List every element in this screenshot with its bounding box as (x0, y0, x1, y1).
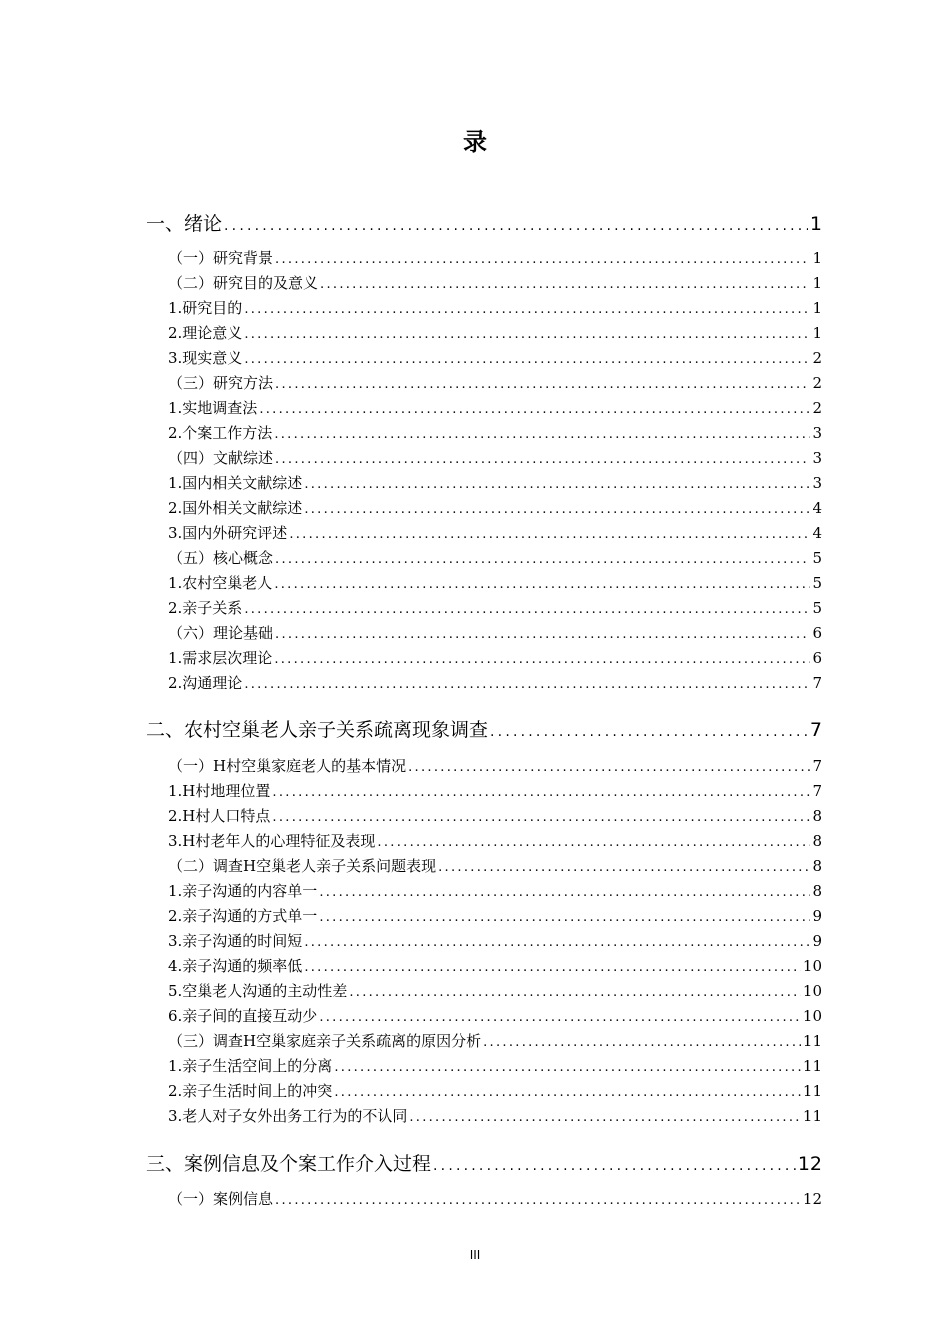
dot-leader (224, 218, 808, 234)
toc-entry-page-number: 3 (812, 474, 822, 492)
toc-entry-page-number: 6 (812, 649, 822, 667)
toc-section-entry[interactable] (168, 880, 822, 901)
toc-entry-page-number: 1 (812, 249, 822, 267)
toc-entry-page-number: 3 (812, 449, 822, 467)
toc-entry-title: 6.亲子间的直接互动少 (168, 1007, 318, 1025)
toc-section-entry[interactable] (168, 855, 822, 876)
toc-entry-page-number: 8 (812, 882, 822, 900)
dot-leader (275, 252, 810, 267)
toc-entry-title: 2.个案工作方法 (168, 424, 273, 442)
toc-entry-page-number: 5 (812, 599, 822, 617)
toc-entry-title: 2.H村人口特点 (168, 807, 271, 825)
toc-section-entry[interactable] (168, 572, 822, 593)
toc-section-entry[interactable] (168, 955, 822, 976)
dot-leader (244, 302, 810, 317)
toc-section-entry[interactable] (168, 547, 822, 568)
toc-section-entry[interactable] (168, 347, 822, 368)
dot-leader (275, 552, 810, 567)
toc-entry-title: 二、农村空巢老人亲子关系疏离现象调查 (146, 719, 489, 741)
toc-entry-title: （四）文献综述 (168, 449, 274, 467)
toc-entry-page-number: 7 (809, 719, 822, 741)
toc-entry-page-number: 5 (812, 549, 822, 567)
toc-entry-page-number: 2 (812, 399, 822, 417)
toc-section-entry[interactable] (168, 1005, 822, 1026)
toc-entry-page-number: 11 (802, 1057, 822, 1075)
toc-entry-title: 1.研究目的 (168, 299, 243, 317)
toc-entry-page-number: 10 (802, 957, 822, 975)
toc-entry-page-number: 7 (812, 757, 822, 775)
toc-chapter-entry[interactable] (146, 209, 822, 236)
dot-leader (409, 1110, 801, 1125)
toc-entry-title: 1.H村地理位置 (168, 782, 271, 800)
dot-leader (490, 724, 808, 740)
toc-section-entry[interactable] (168, 322, 822, 343)
toc-entry-title: 3.H村老年人的心理特征及表现 (168, 832, 376, 850)
toc-section-entry[interactable] (168, 1105, 822, 1126)
toc-section-entry[interactable] (168, 780, 822, 801)
toc-entry-page-number: 4 (812, 524, 822, 542)
toc-entry-title: 3.老人对子女外出务工行为的不认同 (168, 1107, 408, 1125)
toc-entry-page-number: 1 (812, 324, 822, 342)
toc-entry-title: （三）研究方法 (168, 374, 274, 392)
toc-entry-title: 2.亲子关系 (168, 599, 243, 617)
toc-section-entry[interactable] (168, 522, 822, 543)
dot-leader (483, 1035, 801, 1050)
dot-leader (275, 377, 810, 392)
dot-leader (334, 1085, 801, 1100)
toc-entry-page-number: 7 (812, 674, 822, 692)
toc-entry-title: 2.沟通理论 (168, 674, 243, 692)
dot-leader (244, 352, 810, 367)
toc-entry-title: 2.国外相关文献综述 (168, 499, 303, 517)
toc-entry-page-number: 8 (812, 857, 822, 875)
toc-entry-page-number: 11 (802, 1107, 822, 1125)
toc-section-entry[interactable] (168, 1055, 822, 1076)
toc-entry-page-number: 11 (802, 1082, 822, 1100)
toc-entry-page-number: 1 (812, 274, 822, 292)
toc-chapter-entry[interactable] (146, 715, 822, 742)
dot-leader (275, 627, 810, 642)
toc-entry-page-number: 2 (812, 374, 822, 392)
toc-section-entry[interactable] (168, 247, 822, 268)
toc-entry-title: 1.需求层次理论 (168, 649, 273, 667)
dot-leader (244, 677, 810, 692)
toc-section-entry[interactable] (168, 497, 822, 518)
dot-leader (320, 277, 810, 292)
toc-entry-title: 1.农村空巢老人 (168, 574, 273, 592)
dot-leader (408, 760, 810, 775)
toc-entry-title: （二）研究目的及意义 (168, 274, 319, 292)
toc-entry-title: 2.理论意义 (168, 324, 243, 342)
dot-leader (274, 652, 810, 667)
toc-entry-title: （一）研究背景 (168, 249, 274, 267)
dot-leader (275, 452, 810, 467)
toc-section-entry[interactable] (168, 805, 822, 826)
page-number-footer: III (469, 1248, 481, 1262)
dot-leader (433, 1158, 796, 1174)
toc-entry-title: 4.亲子沟通的频率低 (168, 957, 303, 975)
toc-entry-page-number: 10 (802, 982, 822, 1000)
toc-entry-title: 2.亲子生活时间上的冲突 (168, 1082, 333, 1100)
toc-section-entry[interactable] (168, 422, 822, 443)
toc-section-entry[interactable] (168, 397, 822, 418)
toc-section-entry[interactable] (168, 372, 822, 393)
toc-section-entry[interactable] (168, 622, 822, 643)
toc-entry-title: （六）理论基础 (168, 624, 274, 642)
toc-entry-page-number: 3 (812, 424, 822, 442)
toc-section-entry[interactable] (168, 1188, 822, 1209)
toc-entry-page-number: 6 (812, 624, 822, 642)
toc-section-entry[interactable] (168, 472, 822, 493)
toc-section-entry[interactable] (168, 672, 822, 693)
toc-section-entry[interactable] (168, 930, 822, 951)
dot-leader (319, 1010, 801, 1025)
dot-leader (272, 785, 810, 800)
dot-leader (272, 810, 810, 825)
dot-leader (438, 860, 810, 875)
toc-section-entry[interactable] (168, 980, 822, 1001)
toc-entry-page-number: 11 (802, 1032, 822, 1050)
toc-entry-page-number: 7 (812, 782, 822, 800)
dot-leader (304, 502, 810, 517)
toc-entry-title: （五）核心概念 (168, 549, 274, 567)
toc-entry-title: 5.空巢老人沟通的主动性差 (168, 982, 348, 1000)
dot-leader (319, 910, 810, 925)
toc-entry-title: 2.亲子沟通的方式单一 (168, 907, 318, 925)
toc-chapter-entry[interactable] (146, 1149, 822, 1176)
toc-section-entry[interactable] (168, 447, 822, 468)
toc-section-entry[interactable] (168, 272, 822, 293)
toc-entry-title: 一、绪论 (146, 213, 223, 235)
toc-section-entry[interactable] (168, 647, 822, 668)
toc-entry-title: 三、案例信息及个案工作介入过程 (146, 1153, 432, 1175)
dot-leader (349, 985, 801, 1000)
dot-leader (319, 885, 810, 900)
toc-section-entry[interactable] (168, 297, 822, 318)
toc-entry-title: （三）调查H空巢家庭亲子关系疏离的原因分析 (168, 1032, 482, 1050)
toc-entry-title: 1.亲子沟通的内容单一 (168, 882, 318, 900)
dot-leader (334, 1060, 801, 1075)
dot-leader (289, 527, 810, 542)
toc-entry-page-number: 12 (797, 1153, 822, 1175)
toc-entry-page-number: 4 (812, 499, 822, 517)
toc-entry-title: （二）调查H空巢老人亲子关系问题表现 (168, 857, 437, 875)
toc-entry-page-number: 9 (812, 932, 822, 950)
dot-leader (377, 835, 810, 850)
dot-leader (275, 1193, 801, 1208)
toc-entry-page-number: 8 (812, 807, 822, 825)
dot-leader (274, 427, 810, 442)
dot-leader (244, 602, 810, 617)
toc-entry-page-number: 2 (812, 349, 822, 367)
page-title: 录 (463, 128, 487, 156)
dot-leader (304, 477, 810, 492)
dot-leader (304, 935, 810, 950)
toc-entry-page-number: 10 (802, 1007, 822, 1025)
dot-leader (244, 327, 810, 342)
toc-section-entry[interactable] (168, 1030, 822, 1051)
dot-leader (304, 960, 801, 975)
toc-entry-page-number: 12 (802, 1190, 822, 1208)
toc-entry-title: （一）案例信息 (168, 1190, 274, 1208)
toc-entry-title: 1.亲子生活空间上的分离 (168, 1057, 333, 1075)
toc-section-entry[interactable] (168, 830, 822, 851)
toc-entry-title: 3.现实意义 (168, 349, 243, 367)
toc-entry-page-number: 5 (812, 574, 822, 592)
dot-leader (259, 402, 810, 417)
toc-section-entry[interactable] (168, 905, 822, 926)
toc-section-entry[interactable] (168, 597, 822, 618)
toc-entry-title: 3.国内外研究评述 (168, 524, 288, 542)
toc-entry-title: （一）H村空巢家庭老人的基本情况 (168, 757, 407, 775)
toc-entry-page-number: 1 (812, 299, 822, 317)
toc-section-entry[interactable] (168, 1080, 822, 1101)
toc-entry-title: 3.亲子沟通的时间短 (168, 932, 303, 950)
toc-section-entry[interactable] (168, 755, 822, 776)
toc-entry-page-number: 9 (812, 907, 822, 925)
dot-leader (274, 577, 810, 592)
toc-entry-title: 1.国内相关文献综述 (168, 474, 303, 492)
toc-entry-page-number: 8 (812, 832, 822, 850)
toc-entry-page-number: 1 (809, 213, 822, 235)
toc-entry-title: 1.实地调查法 (168, 399, 258, 417)
